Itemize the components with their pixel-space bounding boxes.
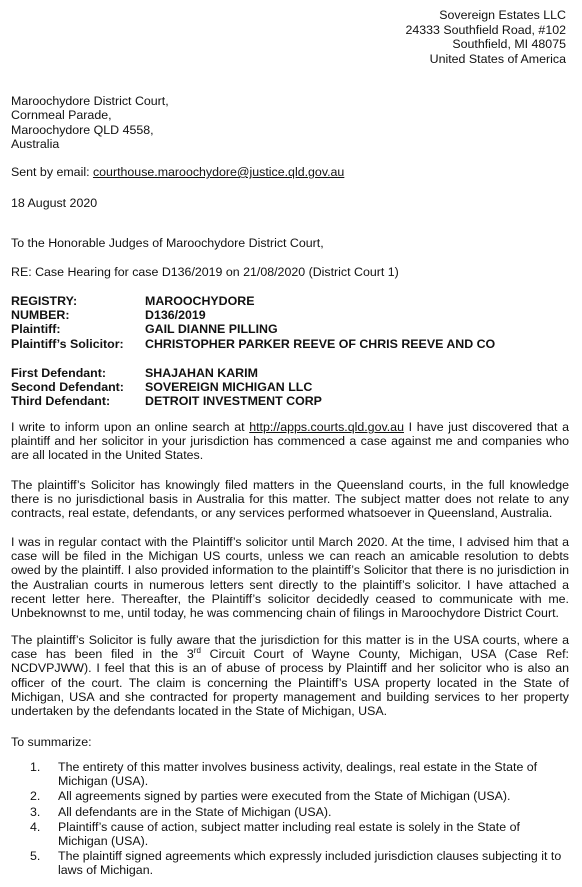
list-number: 4.	[30, 819, 41, 834]
recipient-line-3: Maroochydore QLD 4558,	[11, 122, 154, 137]
list-text: All agreements signed by parties were executed from the State of Michigan (USA).	[58, 789, 511, 804]
party-value: CHRISTOPHER PARKER REEVE OF CHRIS REEVE AND CO	[145, 336, 496, 351]
paragraph-1	[11, 420, 569, 463]
sender-street: 24333 Southfield Road, #102	[405, 22, 566, 37]
summary-list	[30, 760, 570, 879]
party-label: Plaintiff’s Solicitor:	[11, 336, 124, 351]
defendant-value: SOVEREIGN MICHIGAN LLC	[145, 380, 313, 395]
list-text: Plaintiff’s cause of action, subject matter including real estate is solely in the State of Michigan (USA).	[58, 819, 520, 849]
defendant-row	[11, 394, 322, 408]
list-number: 2.	[30, 789, 41, 804]
defendant-label: First Defendant:	[11, 366, 106, 380]
salutation: To the Honorable Judges of Maroochydore District Court,	[11, 236, 324, 250]
defendant-row	[11, 380, 322, 394]
party-label: REGISTRY:	[11, 294, 78, 308]
party-row	[11, 337, 495, 351]
summary-heading: To summarize:	[11, 735, 92, 749]
defendants	[11, 366, 322, 409]
subject-line: RE: Case Hearing for case D136/2019 on 21/08/2020 (District Court 1)	[11, 265, 399, 279]
party-label: Plaintiff:	[11, 322, 61, 337]
letter-date: 18 August 2020	[11, 196, 98, 210]
party-label: NUMBER:	[11, 308, 70, 323]
paragraph-4-text-b: Circuit Court of Wayne County, Michigan, USA (Case Ref: NCDVPJWW). I feel that this is an of abuse of process by Plaintiff and her solicitor who is also an officer of the court. The claim is concerning the Plaintiff’s USA property located in the State of Michigan, USA and she contracted for property management and building services to her property undertaken by the defendants located in the State of Michigan, USA.	[11, 647, 569, 719]
recipient-line-2: Cornmeal Parade,	[11, 108, 112, 123]
paragraph-4	[11, 633, 569, 718]
list-number: 5.	[30, 849, 41, 864]
list-item	[30, 849, 570, 877]
list-item	[30, 820, 570, 848]
list-number: 3.	[30, 804, 41, 819]
defendant-row	[11, 366, 322, 380]
defendant-label: Third Defendant:	[11, 394, 111, 409]
list-item	[30, 760, 570, 788]
recipient-line-4: Australia	[11, 137, 60, 152]
party-value: MAROOCHYDORE	[145, 294, 255, 308]
list-text: The plaintiff signed agreements which expressly included jurisdiction clauses subjecting it to laws of Michigan.	[58, 849, 562, 878]
sender-address	[405, 8, 566, 66]
defendant-value: DETROIT INVESTMENT CORP	[145, 394, 322, 409]
courts-search-link[interactable]: http://apps.courts.qld.gov.au	[249, 420, 404, 434]
party-row	[11, 308, 495, 322]
list-item	[30, 789, 570, 803]
party-value: GAIL DIANNE PILLING	[145, 322, 278, 337]
court-email-link[interactable]: courthouse.maroochydore@justice.qld.gov.au	[92, 165, 345, 179]
list-number: 1.	[30, 760, 41, 774]
sent-by-label: Sent by email:	[11, 165, 93, 179]
defendant-value: SHAJAHAN KARIM	[145, 366, 258, 380]
defendant-label: Second Defendant:	[11, 380, 124, 395]
sender-country: United States of America	[429, 51, 566, 66]
paragraph-1-text-b: I have just discovered that a plaintiff and her solicitor in your jurisdiction has commenced a case against me and companies who are all located in the United States.	[11, 420, 569, 463]
party-row	[11, 322, 495, 336]
ordinal-suffix: rd	[193, 646, 201, 656]
party-row	[11, 294, 495, 308]
list-item	[30, 805, 570, 819]
recipient-line-1: Maroochydore District Court,	[11, 94, 169, 108]
paragraph-4-text-a: The plaintiff’s Solicitor is fully aware that the jurisdiction for this matter is in the USA courts, where a case has been filed in the 3	[11, 633, 569, 662]
party-value: D136/2019	[145, 308, 206, 323]
recipient-address	[11, 94, 169, 152]
list-text: All defendants are in the State of Michigan (USA).	[58, 804, 332, 819]
paragraph-2: The plaintiff’s Solicitor has knowingly filed matters in the Queensland courts, in the full knowledge there is no jurisdictional basis in Australia for this matter. The subject matter does not relate to any contracts, real estate, defendants, or any services performed whatsoever in Queensland, Australia.	[11, 478, 569, 521]
list-text: The entirety of this matter involves business activity, dealings, real estate in the State of Michigan (USA).	[58, 760, 538, 789]
sent-by-email	[11, 165, 344, 179]
paragraph-3: I was in regular contact with the Plaintiff’s solicitor until March 2020. At the time, I advised him that a case will be filed in the Michigan US courts, unless we can reach an amicable resolution to debts owed by the plaintiff. I also provided information to the plaintiff’s Solicitor that there is no jurisdiction in the Australian courts in numerous letters sent directly to the plaintiff’s solicitor. I have attached a recent letter here. Thereafter, the Plaintiff’s solicitor decidedly ceased to communicate with me. Unbeknownst to me, until today, he was commencing chain of filings in Maroochydore District Court.	[11, 535, 569, 621]
sender-name: Sovereign Estates LLC	[439, 8, 566, 22]
case-parties	[11, 294, 495, 351]
paragraph-1-text-a: I write to inform upon an online search at	[11, 420, 250, 434]
sender-city: Southfield, MI 48075	[452, 37, 566, 51]
